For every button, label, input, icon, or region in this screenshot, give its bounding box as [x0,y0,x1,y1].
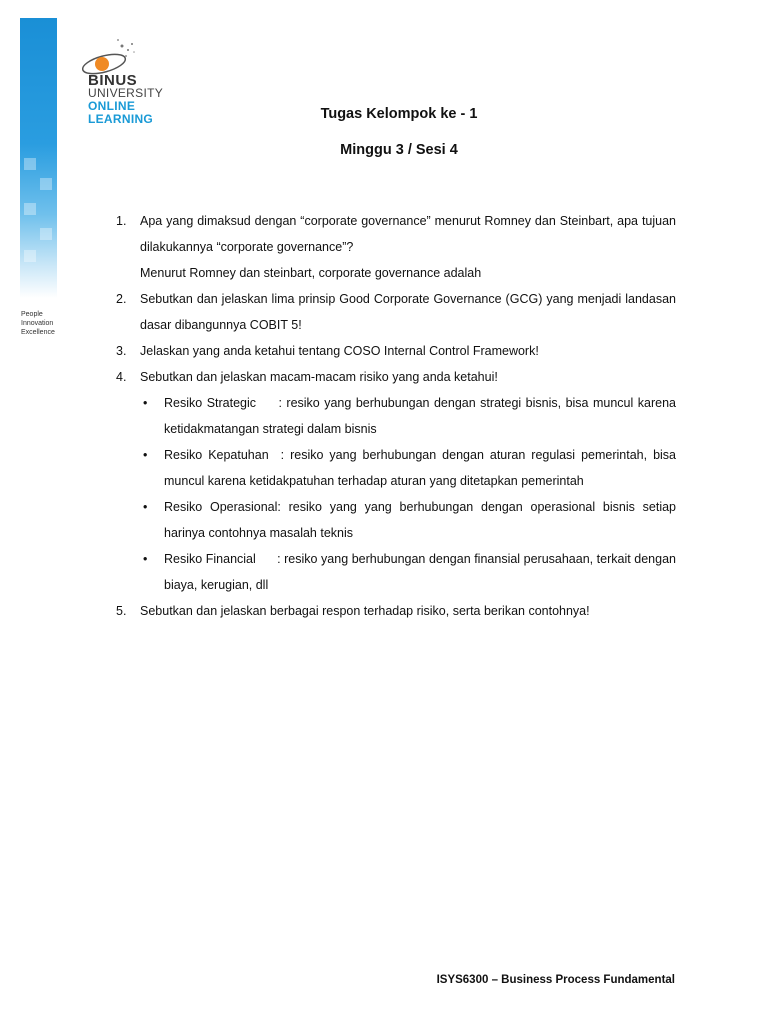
question-item [116,364,680,598]
sidebar-tile [24,203,36,215]
risk-item [140,442,680,494]
logo-university-text: UNIVERSITY [88,86,164,100]
risk-text: Resiko Operasional: resiko yang yang berhubungan dengan operasional bisnis setiap harinya contohnya masalah teknis [164,500,680,540]
question-item [116,208,676,286]
risk-text: Resiko Financial : resiko yang berhubungan dengan finansial perusahaan, terkait dengan biaya, kerugian, dll [164,552,680,592]
sidebar-tile [24,250,36,262]
page-footer: ISYS6300 – Business Process Fundamental [436,974,675,986]
question-item [116,286,676,338]
risk-text: Resiko Kepatuhan : resiko yang berhubungan dengan aturan regulasi pemerintah, bisa muncul karena ketidakpatuhan terhadap aturan yang ditetapkan pemerintah [164,448,680,488]
question-number: 1. [116,214,127,228]
risk-item [140,390,680,442]
question-text: Sebutkan dan jelaskan berbagai respon terhadap risiko, serta berikan contohnya! [140,604,590,618]
bullet-icon: • [143,396,148,410]
risk-item [140,494,680,546]
question-text: Sebutkan dan jelaskan lima prinsip Good Corporate Governance (GCG) yang menjadi landasan dasar dibangunnya COBIT 5! [140,292,676,332]
question-text: Sebutkan dan jelaskan macam-macam risiko yang anda ketahui! [140,370,498,384]
tagline-line: Excellence [21,329,55,336]
question-text: Apa yang dimaksud dengan “corporate governance” menurut Romney dan Steinbart, apa tujuan dilakukannya “corporate governance”? [140,214,676,254]
question-number: 5. [116,604,127,618]
question-list [116,208,680,624]
risk-text: Resiko Strategic : resiko yang berhubungan dengan strategi bisnis, bisa muncul karena ketidakmatangan strategi dalam bisnis [164,396,680,436]
logo-online-text: ONLINE [88,99,136,113]
risk-list [140,390,680,598]
logo-binus-text: BINUS [88,72,138,89]
question-item [116,338,676,364]
tagline-line: People [21,311,43,318]
sidebar-tile [40,178,52,190]
logo-learning-text: LEARNING [88,112,154,126]
question-item [116,598,676,624]
sidebar-tagline [21,310,55,337]
question-answer: Menurut Romney dan steinbart, corporate governance adalah [140,266,482,280]
document-subtitle: Minggu 3 / Sesi 4 [340,142,458,158]
document-title: Tugas Kelompok ke - 1 [320,106,478,122]
bullet-icon: • [143,500,148,514]
question-number: 2. [116,292,127,306]
sidebar-tile [24,158,36,170]
bullet-icon: • [143,448,148,462]
question-number: 3. [116,344,127,358]
tagline-line: Innovation [21,320,54,327]
question-number: 4. [116,370,127,384]
risk-item [140,546,680,598]
question-text: Jelaskan yang anda ketahui tentang COSO Internal Control Framework! [140,344,539,358]
sidebar-tile [40,228,52,240]
bullet-icon: • [143,552,148,566]
sidebar-decoration [20,18,57,298]
